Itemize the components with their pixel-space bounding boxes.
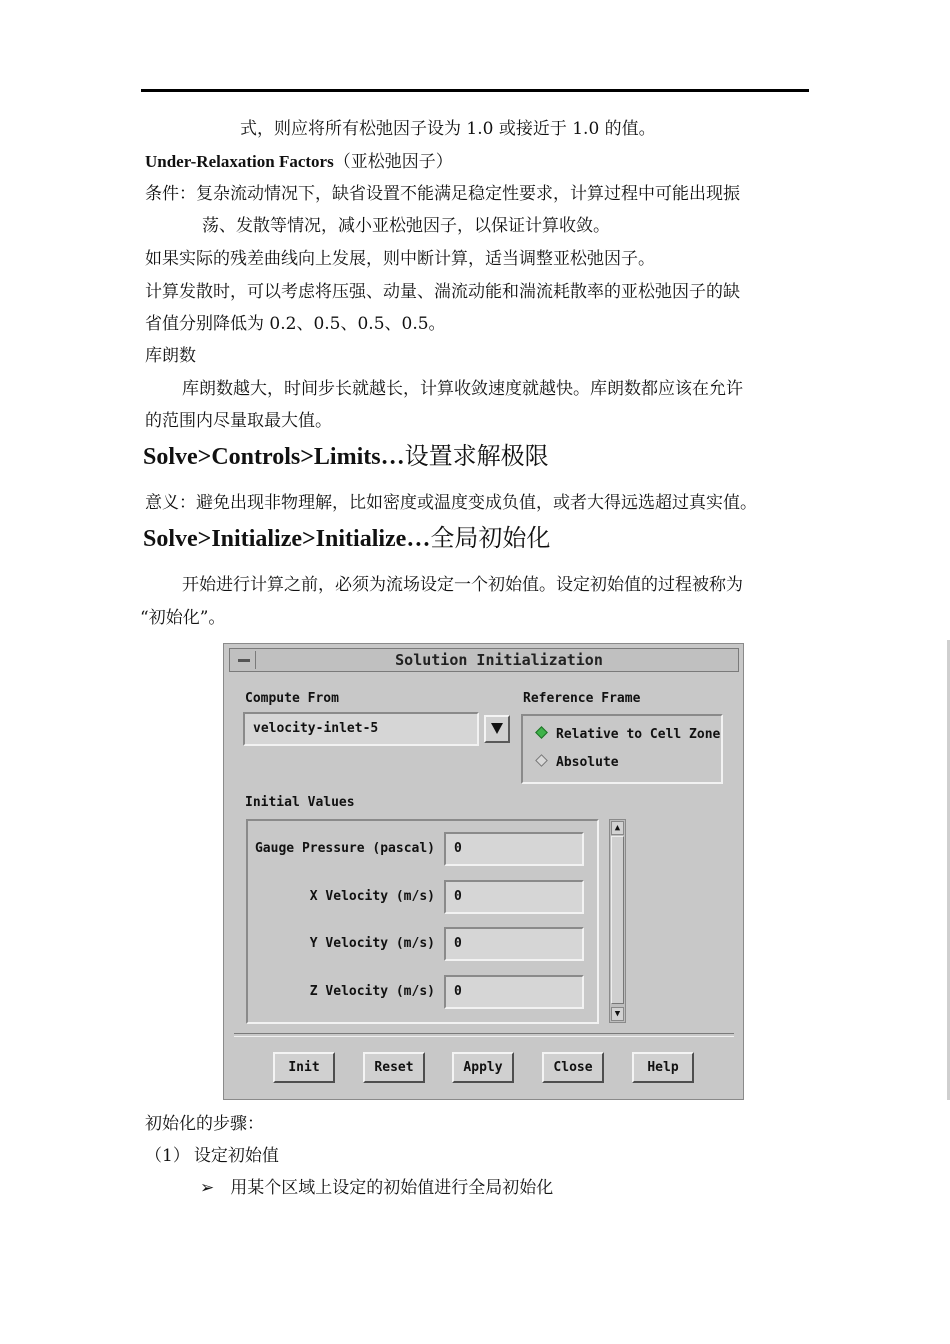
compute-from-dropdown-button[interactable] xyxy=(484,715,510,743)
courant-line-1: 库朗数越大，时间步长就越长，计算收敛速度就越快。库朗数都应该在允许 xyxy=(182,379,743,399)
z-velocity-label: Z Velocity (m/s) xyxy=(309,984,435,999)
initialize-heading xyxy=(143,522,550,555)
button-separator xyxy=(234,1033,734,1037)
apply-button[interactable]: Apply xyxy=(452,1052,514,1083)
radio-unselected-icon xyxy=(535,754,548,767)
solution-initialization-dialog xyxy=(223,643,744,1100)
y-velocity-label: Y Velocity (m/s) xyxy=(309,936,435,951)
bullet-item-1 xyxy=(200,1176,553,1200)
z-velocity-input[interactable]: 0 xyxy=(444,975,584,1009)
compute-from-label: Compute From xyxy=(245,691,339,706)
limits-heading-cn: 设置求解极限 xyxy=(404,442,549,470)
arrow-bullet-icon: ➢ xyxy=(200,1178,215,1198)
gauge-pressure-label: Gauge Pressure (pascal) xyxy=(254,841,435,856)
reset-button[interactable]: Reset xyxy=(363,1052,425,1083)
steps-heading: 初始化的步骤： xyxy=(145,1114,264,1134)
scroll-down-arrow-icon[interactable]: ▼ xyxy=(611,1007,624,1021)
scroll-thumb[interactable] xyxy=(611,836,624,1004)
dialog-title: Solution Initialization xyxy=(395,651,603,669)
radio-selected-icon xyxy=(535,726,548,739)
limits-heading xyxy=(143,440,549,473)
divergence-line-1: 计算发散时，可以考虑将压强、动量、湍流动能和湍流耗散率的亚松弛因子的缺 xyxy=(145,282,740,302)
initialize-menu-path: Solve>Initialize>Initialize… xyxy=(143,526,431,552)
radio-absolute[interactable] xyxy=(537,755,619,770)
values-scrollbar[interactable] xyxy=(609,819,626,1023)
init-button[interactable]: Init xyxy=(273,1052,335,1083)
dropdown-arrow-icon xyxy=(491,723,503,734)
step-1-text: 设定初始值 xyxy=(193,1146,279,1166)
meaning-paragraph: 意义：避免出现非物理解，比如密度或温度变成负值，或者大得远选超过真实值。 xyxy=(145,493,757,513)
condition-line-1: 条件：复杂流动情况下，缺省设置不能满足稳定性要求，计算过程中可能出现振 xyxy=(145,184,740,204)
close-button[interactable]: Close xyxy=(542,1052,604,1083)
step-1-number: （1） xyxy=(145,1146,190,1166)
step-1 xyxy=(145,1144,279,1168)
y-velocity-input[interactable]: 0 xyxy=(444,927,584,961)
init-paragraph-1: 开始进行计算之前，必须为流场设定一个初始值。设定初始值的过程被称为 xyxy=(182,575,743,595)
divergence-line-2: 省值分别降低为 0.2、0.5、0.5、0.5。 xyxy=(145,314,446,334)
courant-heading: 库朗数 xyxy=(145,346,196,366)
dialog-titlebar[interactable] xyxy=(229,648,739,672)
bullet-item-1-text: 用某个区域上设定的初始值进行全局初始化 xyxy=(230,1178,554,1198)
condition-line-2: 荡、发散等情况，减小亚松弛因子，以保证计算收敛。 xyxy=(202,216,610,236)
gauge-pressure-input[interactable]: 0 xyxy=(444,832,584,866)
residual-paragraph: 如果实际的残差曲线向上发展，则中断计算，适当调整亚松弛因子。 xyxy=(145,249,655,269)
radio-absolute-label: Absolute xyxy=(556,755,619,770)
under-relaxation-heading xyxy=(145,150,453,174)
header-rule xyxy=(141,89,809,92)
initialize-heading-cn: 全局初始化 xyxy=(430,524,551,552)
reference-frame-label: Reference Frame xyxy=(523,691,641,706)
radio-relative-label: Relative to Cell Zone xyxy=(556,727,721,742)
reference-frame-group xyxy=(521,714,723,784)
initial-values-panel xyxy=(246,819,599,1024)
limits-menu-path: Solve>Controls>Limits… xyxy=(143,444,405,470)
x-velocity-label: X Velocity (m/s) xyxy=(309,889,435,904)
under-relaxation-cn: （亚松弛因子） xyxy=(333,152,453,172)
x-velocity-input[interactable]: 0 xyxy=(444,880,584,914)
compute-from-select[interactable]: velocity-inlet-5 xyxy=(243,712,479,746)
radio-relative-to-cell-zone[interactable] xyxy=(537,727,720,742)
under-relaxation-term: Under-Relaxation Factors xyxy=(145,152,334,171)
courant-line-2: 的范围内尽量取最大值。 xyxy=(145,411,332,431)
initial-values-label: Initial Values xyxy=(245,795,355,810)
help-button[interactable]: Help xyxy=(632,1052,694,1083)
init-paragraph-2: “初始化”。 xyxy=(140,608,226,628)
window-menu-icon[interactable] xyxy=(232,651,256,669)
paragraph-continuation: 式，则应将所有松弛因子设为 1.0 或接近于 1.0 的值。 xyxy=(240,119,656,139)
scroll-up-arrow-icon[interactable]: ▲ xyxy=(611,821,624,835)
